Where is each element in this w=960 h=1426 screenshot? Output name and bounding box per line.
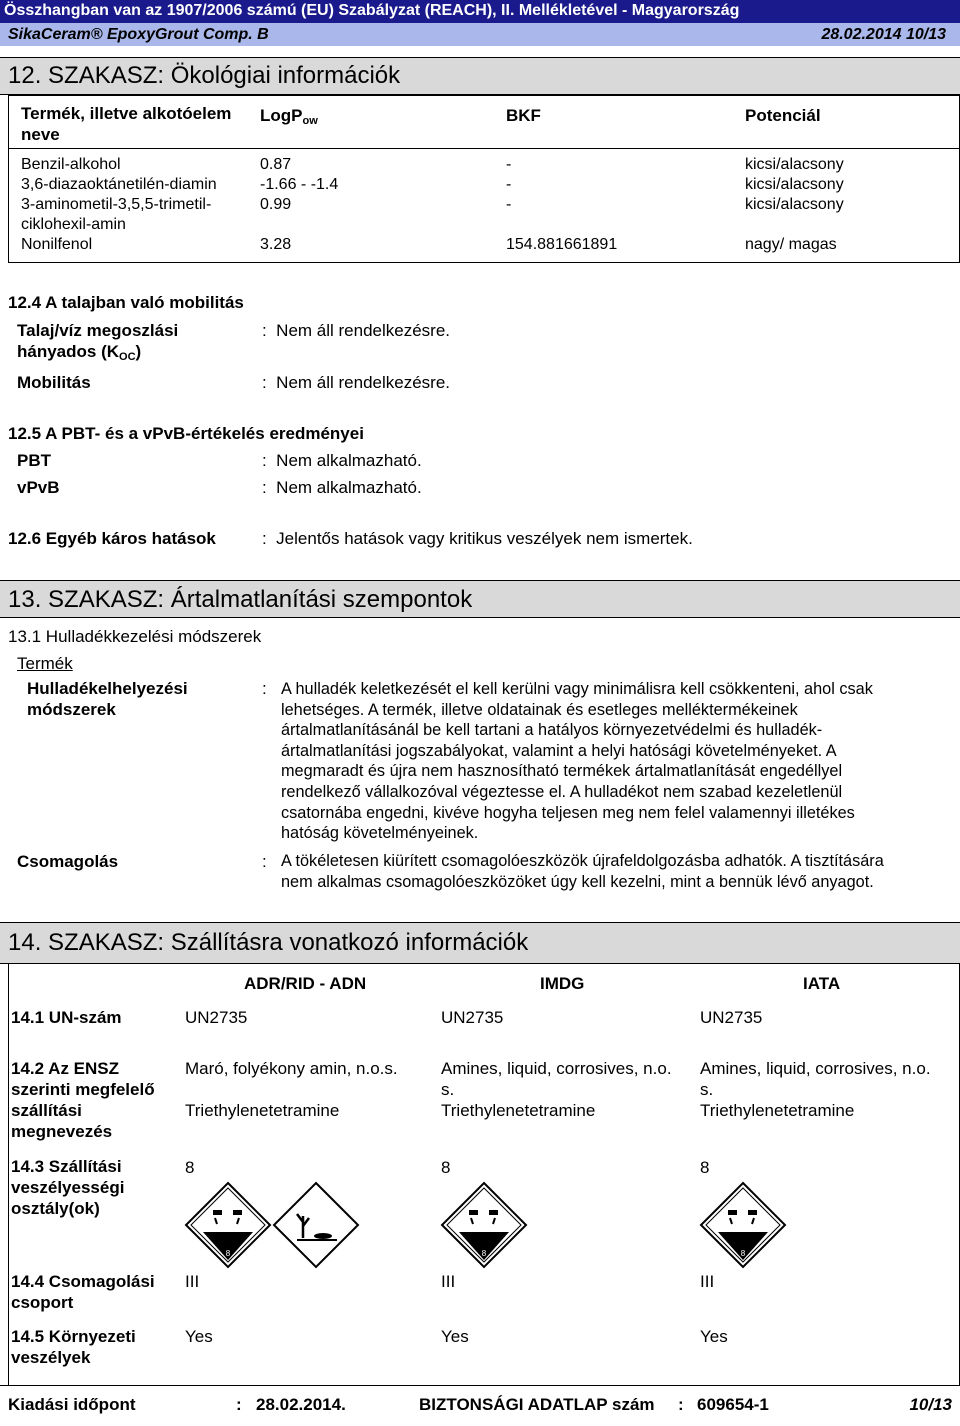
pg-imdg: III	[441, 1272, 456, 1291]
col-header-logp: LogP$_{ow}$	[260, 106, 318, 127]
corrosive-diamond-icon	[442, 1183, 526, 1267]
col-header-potential: Potenciál	[745, 106, 821, 125]
vpvb-value: : Nem alkalmazható.	[262, 478, 422, 497]
class-adr: 8	[185, 1158, 195, 1177]
product-subheading: Termék	[17, 654, 73, 673]
svg-text:8: 8	[225, 1249, 231, 1258]
name-iata: Amines, liquid, corrosives, n.o. s. Triethylenetetramine	[700, 1059, 931, 1120]
packing-group-label: 14.4 Csomagolási csoport	[11, 1272, 155, 1312]
class-label: 14.3 Szállítási veszélyességi osztály(ok)	[11, 1157, 125, 1218]
class-iata: 8	[700, 1158, 710, 1177]
name-label: 14.2 Az ENSZ szerinti megfelelő szállítási megnevezés	[11, 1059, 155, 1141]
s126-label: 12.6 Egyéb káros hatások	[8, 529, 216, 548]
class-imdg: 8	[441, 1158, 451, 1177]
corrosive-diamond-icon	[186, 1183, 270, 1267]
un-adr: UN2735	[185, 1008, 248, 1027]
pbt-label: PBT	[17, 451, 51, 470]
sds-colon: :	[678, 1395, 684, 1414]
s124-title: 12.4 A talajban való mobilitás	[8, 293, 244, 312]
sds-number: 609654-1	[697, 1395, 769, 1414]
mobility-value: : Nem áll rendelkezésre.	[262, 373, 451, 392]
table-row: Benzil-alkohol 3,6-diazaoktánetilén-diamin 3-aminometil-3,5,5-trimetil- ciklohexil-amin Nonilfenol	[21, 156, 217, 253]
corrosive-diamond-icon	[701, 1183, 785, 1267]
pg-adr: III	[185, 1272, 200, 1291]
col-header-name: Termék, illetve alkotóelem neve	[21, 104, 232, 144]
section12-title: 12. SZAKASZ: Ökológiai információk	[0, 57, 960, 95]
disposal-text: A hulladék keletkezését el kell kerülni vagy minimálisra kell csökkenteni, ahol csak lehetséges. A termék, illetve oldatainak és esetleges melléktermékeinek ártalmatlanításánál be kell tartani a hatályos környezetvédelmi és hulladék- ártalmatlanítási jogszabályokat, valamint a helyi hatósági követelményeket. A megmaradt és újra nem hasznosítható termékek ártalmatlanítását engedéllyel rendelkező vállalkozóval végeztesse el. A hulladékot nem szabad kezeletlenül csatornába engedni, kivéve hogyha teljesen meg nem felel valamennyi illetékes hatóság követelményeinek.	[281, 680, 873, 843]
sds-label: BIZTONSÁGI ADATLAP szám	[419, 1395, 655, 1414]
issue-date: 28.02.2014.	[256, 1395, 346, 1414]
col-header-bkf: BKF	[506, 106, 541, 125]
koc-label: Talaj/víz megoszlási hányados $(K_{OC})$	[17, 321, 179, 363]
page-number: 10/13	[909, 1395, 952, 1414]
packaging-colon: :	[262, 852, 267, 871]
env-iata: Yes	[700, 1327, 728, 1346]
environment-diamond-icon	[274, 1183, 358, 1267]
hazard-pictogram-iata	[698, 1180, 788, 1270]
packaging-text: A tökéletesen kiürített csomagolóeszközök újrafeldolgozásba adhatók. A tisztítására nem alkalmas csomagolóeszközöket úgy kell kezelni, mint a bennük lévő anyagot.	[281, 852, 884, 891]
hazard-pictogram-imdg	[439, 1180, 529, 1270]
issue-label: Kiadási időpont	[8, 1395, 136, 1414]
col-imdg: IMDG	[540, 974, 585, 993]
product-name: SikaCeram® EpoxyGrout Comp. B	[8, 26, 269, 43]
pg-iata: III	[700, 1272, 715, 1291]
date-page: 28.02.2014 10/13	[821, 26, 946, 43]
vpvb-label: vPvB	[17, 478, 60, 497]
s126-value: : Jelentős hatások vagy kritikus veszélyek nem ismertek.	[262, 529, 693, 548]
name-adr: Maró, folyékony amin, n.o.s. Triethylenetetramine	[185, 1059, 398, 1120]
koc-value: : Nem áll rendelkezésre.	[262, 321, 451, 340]
mobility-label: Mobilitás	[17, 373, 91, 392]
footer	[0, 1385, 960, 1426]
col-iata: IATA	[803, 974, 841, 993]
disposal-label: Hulladékelhelyezési módszerek	[27, 679, 188, 719]
disposal-colon: :	[262, 679, 267, 698]
bkf-values: - - - 154.881661891	[506, 156, 618, 253]
product-header	[0, 23, 960, 46]
hazard-pictograms-adr	[183, 1180, 363, 1270]
pbt-value: : Nem alkalmazható.	[262, 451, 422, 470]
potential-values: kicsi/alacsony kicsi/alacsony kicsi/alacsony nagy/ magas	[745, 156, 844, 253]
un-imdg: UN2735	[441, 1008, 504, 1027]
logp-values: 0.87 -1.66 - -1.4 0.99 3.28	[260, 156, 339, 253]
env-hazard-label: 14.5 Környezeti veszélyek	[11, 1327, 136, 1367]
section13-title: 13. SZAKASZ: Ártalmatlanítási szempontok	[0, 580, 960, 618]
s131-title: 13.1 Hulladékkezelési módszerek	[8, 627, 262, 646]
section14-title: 14. SZAKASZ: Szállításra vonatkozó információk	[0, 922, 960, 964]
transport-table	[8, 964, 960, 1385]
issue-colon: :	[236, 1395, 242, 1414]
name-imdg: Amines, liquid, corrosives, n.o. s. Triethylenetetramine	[441, 1059, 672, 1120]
env-imdg: Yes	[441, 1327, 469, 1346]
svg-text:8: 8	[740, 1249, 746, 1258]
regulation-header: Összhangban van az 1907/2006 számú (EU) Szabályzat (REACH), II. Mellékletével - Magyarország	[0, 0, 960, 23]
un-iata: UN2735	[700, 1008, 763, 1027]
env-adr: Yes	[185, 1327, 213, 1346]
svg-text:8: 8	[481, 1249, 487, 1258]
s125-title: 12.5 A PBT- és a vPvB-értékelés eredményei	[8, 424, 364, 443]
un-label: 14.1 UN-szám	[11, 1008, 122, 1027]
col-adr: ADR/RID - ADN	[244, 974, 367, 993]
eco-table	[8, 95, 960, 263]
packaging-label: Csomagolás	[17, 852, 119, 871]
